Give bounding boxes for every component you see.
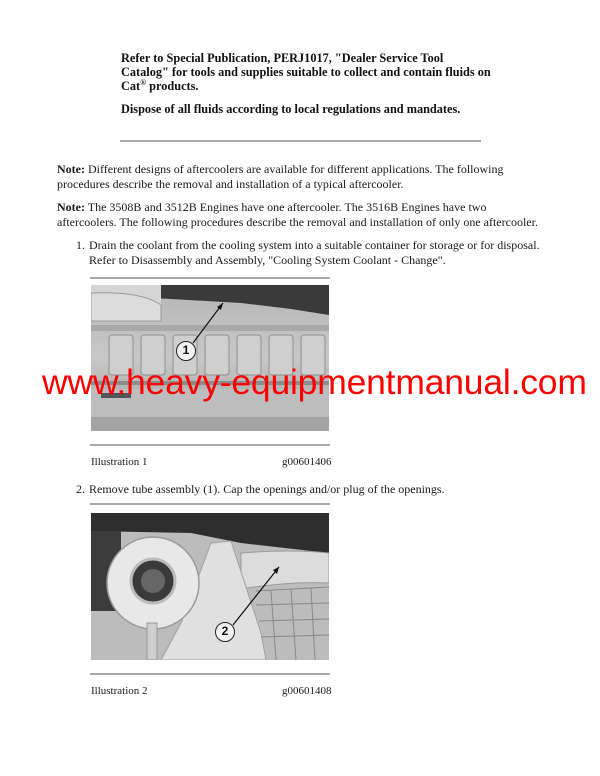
step-2: 2. Remove tube assembly (1). Cap the openings and/or plug of the openings.	[73, 482, 573, 497]
illustration-1-top-rule	[90, 277, 330, 279]
note-label: Note:	[57, 200, 85, 214]
warning-line-2: Catalog" for tools and supplies suitable to collect and contain fluids on	[121, 65, 491, 79]
illustration-2-image	[91, 513, 329, 660]
note-label: Note:	[57, 162, 85, 176]
illustration-2-top-rule	[90, 503, 330, 505]
engine-photo-icon	[91, 285, 329, 431]
illustration-2-bottom-rule	[90, 673, 330, 675]
illustration-1-image	[91, 285, 329, 431]
step-number: 2.	[76, 482, 85, 496]
warning-line-1: Refer to Special Publication, PERJ1017, "Dealer Service Tool	[121, 51, 444, 65]
note-aftercooler-designs: Note: Different designs of aftercoolers are available for different applications. The following procedures describe the removal and installation of a typical aftercooler.	[57, 162, 504, 191]
callout-2: 2	[215, 622, 235, 642]
illustration-1-bottom-rule	[90, 444, 330, 446]
warning-text	[121, 51, 491, 116]
step-1: 1. Drain the coolant from the cooling system into a suitable container for storage or for disposal. Refer to Disassembly and Assembly, "Cooling System Coolant - Change".	[73, 238, 573, 268]
note-engine-aftercoolers: Note: The 3508B and 3512B Engines have one aftercooler. The 3516B Engines have two aftercoolers. The following procedures describe the removal and installation of only one aftercooler.	[57, 200, 538, 229]
illustration-1-caption: Illustration 1	[91, 456, 148, 468]
illustration-1-id: g00601406	[282, 456, 332, 468]
warning-divider	[120, 140, 481, 142]
dispose-text: Dispose of all fluids according to local regulations and mandates.	[121, 102, 461, 116]
watermark: www.heavy-equipmentmanual.com	[42, 362, 587, 402]
registered-mark: ®	[140, 78, 147, 87]
illustration-2-id: g00601408	[282, 685, 332, 697]
callout-1: 1	[176, 341, 196, 361]
illustration-2-caption: Illustration 2	[91, 685, 148, 697]
warning-line-3: Cat® products.	[121, 78, 199, 93]
turbocharger-photo-icon	[91, 513, 329, 660]
step-number: 1.	[76, 238, 85, 252]
